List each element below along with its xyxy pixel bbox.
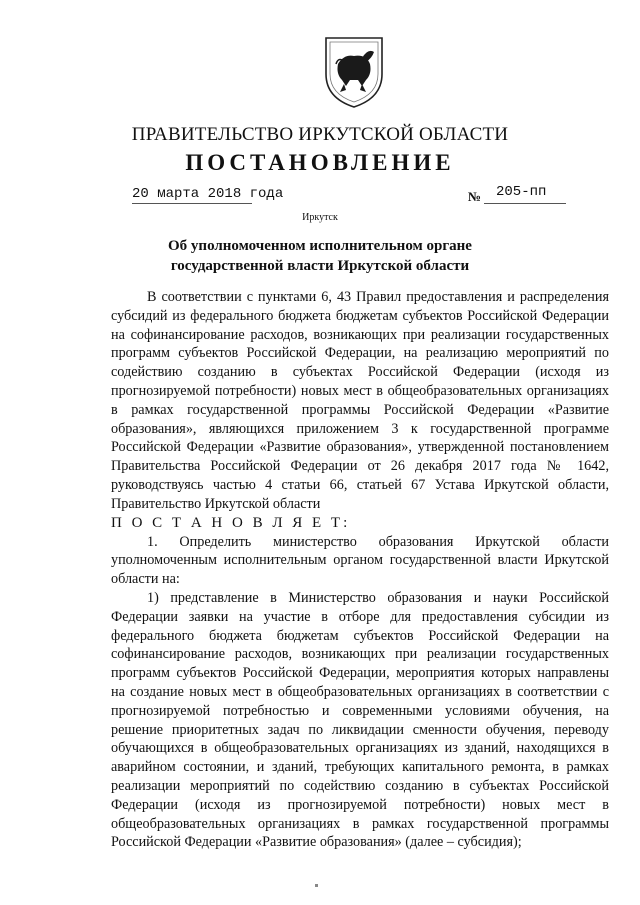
document-type: ПОСТАНОВЛЕНИЕ <box>185 150 455 175</box>
document-title: Об уполномоченном исполнительном органе государственной власти Иркутской области <box>168 238 472 274</box>
number-sign: № <box>468 189 482 204</box>
issuing-authority: ПРАВИТЕЛЬСТВО ИРКУТСКОЙ ОБЛАСТИ <box>131 124 509 145</box>
coat-of-arms-icon <box>322 34 386 110</box>
decree-word: П О С Т А Н О В Л Я Е Т: <box>111 514 351 531</box>
document-number: 205-пп <box>496 184 547 200</box>
preamble-paragraph: В соответствии с пунктами 6, 43 Правил предоставления и распределения субсидий из федерального бюджета бюджетам субъектов Российской Федерации на софинансирование расходов, возникающих при реализации государственных программ субъектов Российской Федерации, на реализацию мероприятий по содействию созданию в субъектах Российской Федерации (исходя из прогнозируемой потребности) новых мест в общеобразовательных организациях в рамках государственной программы Российской Федерации «Развитие образования», являющихся приложением 3 к государственной программе Российской Федерации «Развитие образования», утвержденной постановлением Правительства Российской Федерации от 26 декабря 2017 года № 1642, руководствуясь частью 4 статьи 66, статьей 67 Устава Иркутской области, Правительство Иркутской области <box>111 289 609 512</box>
item-1-paragraph: 1. Определить министерство образования Иркутской области уполномоченным исполнительным органом государственной власти Иркутской области на: <box>111 533 609 588</box>
item-1-1-paragraph: 1) представление в Министерство образования и науки Российской Федерации заявки на участие в отборе для предоставления субсидии из федерального бюджета бюджетам субъектов Российской Федерации на софинансирование расходов, возникающих при реализации государственных программ субъектов Российской Федерации, мероприятия которых направлены на создание новых мест в общеобразовательных организациях в соответствии с прогнозируемой потребностью и современными условиями обучения, на решение приоритетных задач по ликвидации сменности обучения, переводу обучающихся в общеобразовательных организациях из зданий, находящихся в аварийном состоянии, и зданий, требующих капитального ремонта, в рамках реализации мероприятий по содействию созданию в субъектах Российской Федерации (исходя из прогнозируемой потребности) новых мест в общеобразовательных организациях в рамках государственной программы Российской Федерации «Развитие образования» (далее – субсидия); <box>111 589 609 851</box>
page-dot <box>315 884 318 887</box>
number-underline <box>484 203 566 204</box>
document-date: 20 марта 2018 года <box>132 186 284 202</box>
document-body <box>111 288 609 852</box>
date-underline <box>132 203 252 204</box>
issue-city: Иркутск <box>302 212 338 223</box>
